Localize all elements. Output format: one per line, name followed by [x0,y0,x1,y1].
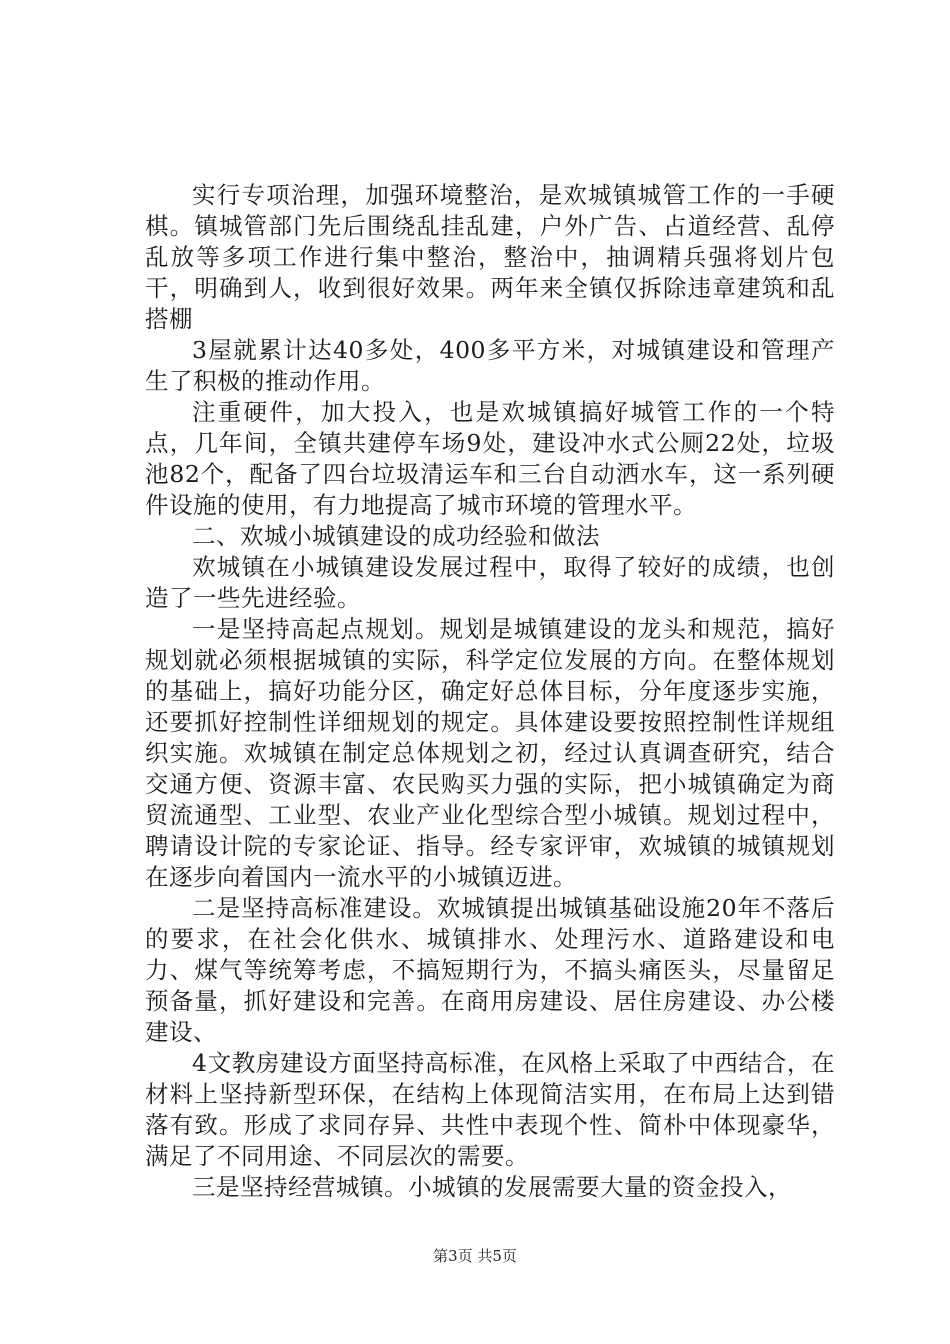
document-body [145,180,835,1203]
paragraph-city-operation: 三是坚持经营城镇。小城镇的发展需要大量的资金投入， [192,1173,792,1201]
paragraph-construction-standard: 二是坚持高标准建设。欢城镇提出城镇基础设施20年不落后的要求，在社会化供水、城镇排水、处理污水、道路建设和电力、煤气等统筹考虑，不搞短期行为，不搞头痛医头，尽量留足预备量，抓好建设和完善。在商用房建设、居住房建设、办公楼建设、 [145,894,835,1046]
paragraph-environment-rectification: 实行专项治理，加强环境整治，是欢城镇城管工作的一手硬棋。镇城管部门先后围绕乱挂乱建，户外广告、占道经营、乱停乱放等多项工作进行集中整治，整治中，抽调精兵强将划片包干，明确到人，收到很好效果。两年来全镇仅拆除违章建筑和乱搭棚 [145,181,835,333]
paragraph-hardware-investment: 注重硬件，加大投入，也是欢城镇搞好城管工作的一个特点，几年间，全镇共建停车场9处，建设冲水式公厕22处，垃圾池82个，配备了四台垃圾清运车和三台自动洒水车，这一系列硬件设施的使用，有力地提高了城市环境的管理水平。 [145,398,835,519]
paragraph-demolition-results: 3屋就累计达40多处，400多平方米，对城镇建设和管理产生了积极的推动作用。 [145,336,835,395]
paragraph-planning: 一是坚持高起点规划。规划是城镇建设的龙头和规范，搞好规划就必须根据城镇的实际，科学定位发展的方向。在整体规划的基础上，搞好功能分区，确定好总体目标，分年度逐步实施，还要抓好控制性详细规划的规定。具体建设要按照控制性详规组织实施。欢城镇在制定总体规划之初，经过认真调查研究，结合交通方便、资源丰富、农民购买力强的实际，把小城镇确定为商贸流通型、工业型、农业产业化型综合型小城镇。规划过程中，聘请设计院的专家论证、指导。经专家评审，欢城镇的城镇规划在逐步向着国内一流水平的小城镇迈进。 [145,615,835,891]
paragraph-experience-intro: 欢城镇在小城镇建设发展过程中，取得了较好的成绩，也创造了一些先进经验。 [145,553,835,612]
section-heading-experience: 二、欢城小城镇建设的成功经验和做法 [192,522,600,550]
page-number-footer: 第3页 共5页 [433,1247,517,1265]
paragraph-education-buildings: 4文教房建设方面坚持高标准，在风格上采取了中西结合，在材料上坚持新型环保，在结构上体现简洁实用，在布局上达到错落有致。形成了求同存异、共性中表现个性、简朴中体现豪华，满足了不同用途、不同层次的需要。 [145,1049,835,1170]
